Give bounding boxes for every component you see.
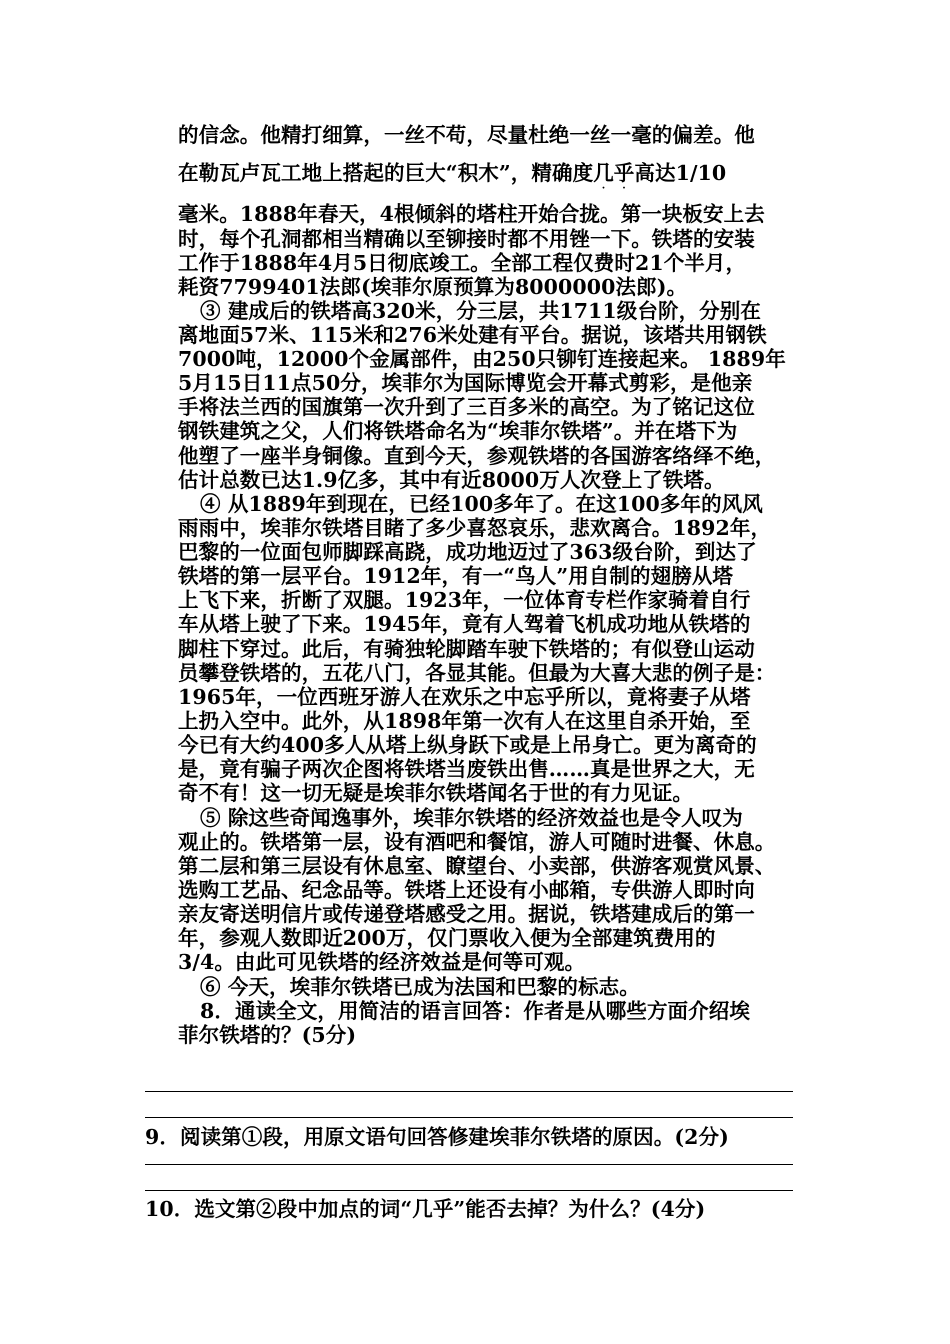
answer-line-9a[interactable] (145, 1164, 793, 1165)
passage-line-18: 铁塔的第一层平台。1912年，有一“鸟人”用自制的翅膀从塔 (178, 564, 734, 588)
passage-line-32: 亲友寄送明信片或传递登塔感受之用。据说，铁塔建成后的第一 (178, 902, 755, 926)
passage-line-22: 员攀登铁塔的，五花八门，各显其能。但最为大喜大悲的例子是： (178, 661, 776, 685)
answer-line-8a[interactable] (145, 1091, 793, 1092)
passage-line-3: 毫米。1888年春天，4根倾斜的塔柱开始合拢。第一块板安上去 (178, 202, 765, 226)
question-8-line-1: 8．通读全文，用简洁的语言回答：作者是从哪些方面介绍埃 (200, 999, 750, 1023)
emphasis-dots: · · (601, 183, 626, 194)
passage-line-23: 1965年，一位西班牙游人在欢乐之中忘乎所以，竟将妻子从塔 (178, 685, 751, 709)
passage-line-2-text: 在勒瓦卢瓦工地上搭起的巨大“积木”，精确度 (178, 161, 594, 185)
passage-line-8: 离地面57米、115米和276米处建有平台。据说，该塔共用钢铁 (178, 323, 767, 347)
passage-line-12: 钢铁建筑之父，人们将铁塔命名为“埃菲尔铁塔”。并在塔下为 (178, 419, 738, 443)
passage-line-25: 今已有大约400多人从塔上纵身跃下或是上吊身亡。更为离奇的 (178, 733, 757, 757)
passage-line-11: 手将法兰西的国旗第一次升到了三百多米的高空。为了铭记这位 (178, 395, 755, 419)
passage-line-2-tail: 高达1/10 (634, 161, 727, 185)
dotted-word-text: 几乎 (593, 161, 635, 185)
passage-line-9: 7000吨，12000个金属部件，由250只铆钉连接起来。 1889年 (178, 347, 786, 371)
passage-line-4: 时，每个孔洞都相当精确以至铆接时都不用锉一下。铁塔的安装 (178, 227, 755, 251)
paragraph-5-start: ⑤ 除这些奇闻逸事外，埃菲尔铁塔的经济效益也是令人叹为 (200, 806, 743, 830)
passage-line-5: 工作于1888年4月5日彻底竣工。全部工程仅费时21个半月， (178, 251, 747, 275)
paragraph-4-start: ④ 从1889年到现在，已经100多年了。在这100多年的风风 (200, 492, 763, 516)
passage-line-24: 上扔入空中。此外，从1898年第一次有人在这里自杀开始，至 (178, 709, 751, 733)
passage-line-26: 是，竟有骗子两次企图将铁塔当废铁出售……真是世界之大，无 (178, 757, 755, 781)
passage-line-21: 脚柱下穿过。此后，有骑独轮脚踏车驶下铁塔的；有似登山运动 (178, 637, 755, 661)
passage-line-14: 估计总数已达1.9亿多，其中有近8000万人次登上了铁塔。 (178, 468, 725, 492)
passage-line-20: 车从塔上驶了下来。1945年，竟有人驾着飞机成功地从铁塔的 (178, 612, 751, 636)
dotted-emphasis-word (593, 160, 635, 194)
passage-line-33: 年，参观人数即近200万，仅门票收入便为全部建筑费用的 (178, 926, 716, 950)
passage-line-1: 的信念。他精打细算，一丝不苟，尽量杜绝一丝一毫的偏差。他 (178, 123, 755, 147)
passage-line-6: 耗资7799401法郎(埃菲尔原预算为8000000法郎)。 (178, 275, 688, 299)
question-10: 10．选文第②段中加点的词“几乎”能否去掉？为什么？(4分) (145, 1197, 706, 1221)
passage-line-2 (178, 160, 727, 194)
passage-line-30: 第二层和第三层设有休息室、瞭望台、小卖部，供游客观赏风景、 (178, 854, 776, 878)
passage-line-31: 选购工艺品、纪念品等。铁塔上还设有小邮箱，专供游人即时向 (178, 878, 755, 902)
passage-line-29: 观止的。铁塔第一层，设有酒吧和餐馆，游人可随时进餐、休息。 (178, 830, 776, 854)
passage-line-27: 奇不有！这一切无疑是埃菲尔铁塔闻名于世的有力见证。 (178, 781, 693, 805)
passage-line-34: 3/4。由此可见铁塔的经济效益是何等可观。 (178, 950, 586, 974)
answer-line-8b[interactable] (145, 1117, 793, 1118)
passage-line-17: 巴黎的一位面包师脚踩高跷，成功地迈过了363级台阶，到达了 (178, 540, 757, 564)
question-9: 9．阅读第①段，用原文语句回答修建埃菲尔铁塔的原因。(2分) (145, 1125, 729, 1149)
passage-line-16: 雨雨中，埃菲尔铁塔目睹了多少喜怒哀乐，悲欢离合。1892年， (178, 516, 772, 540)
paragraph-6: ⑥ 今天，埃菲尔铁塔已成为法国和巴黎的标志。 (200, 975, 640, 999)
paragraph-3-start: ③ 建成后的铁塔高320米，分三层，共1711级台阶，分别在 (200, 299, 761, 323)
passage-line-19: 上飞下来，折断了双腿。1923年，一位体育专栏作家骑着自行 (178, 588, 751, 612)
answer-line-9b[interactable] (145, 1190, 793, 1191)
passage-line-10: 5月15日11点50分，埃菲尔为国际博览会开幕式剪彩，是他亲 (178, 371, 753, 395)
question-8-line-2: 菲尔铁塔的？(5分) (178, 1023, 357, 1047)
passage-line-13: 他塑了一座半身铜像。直到今天，参观铁塔的各国游客络绎不绝， (178, 444, 776, 468)
